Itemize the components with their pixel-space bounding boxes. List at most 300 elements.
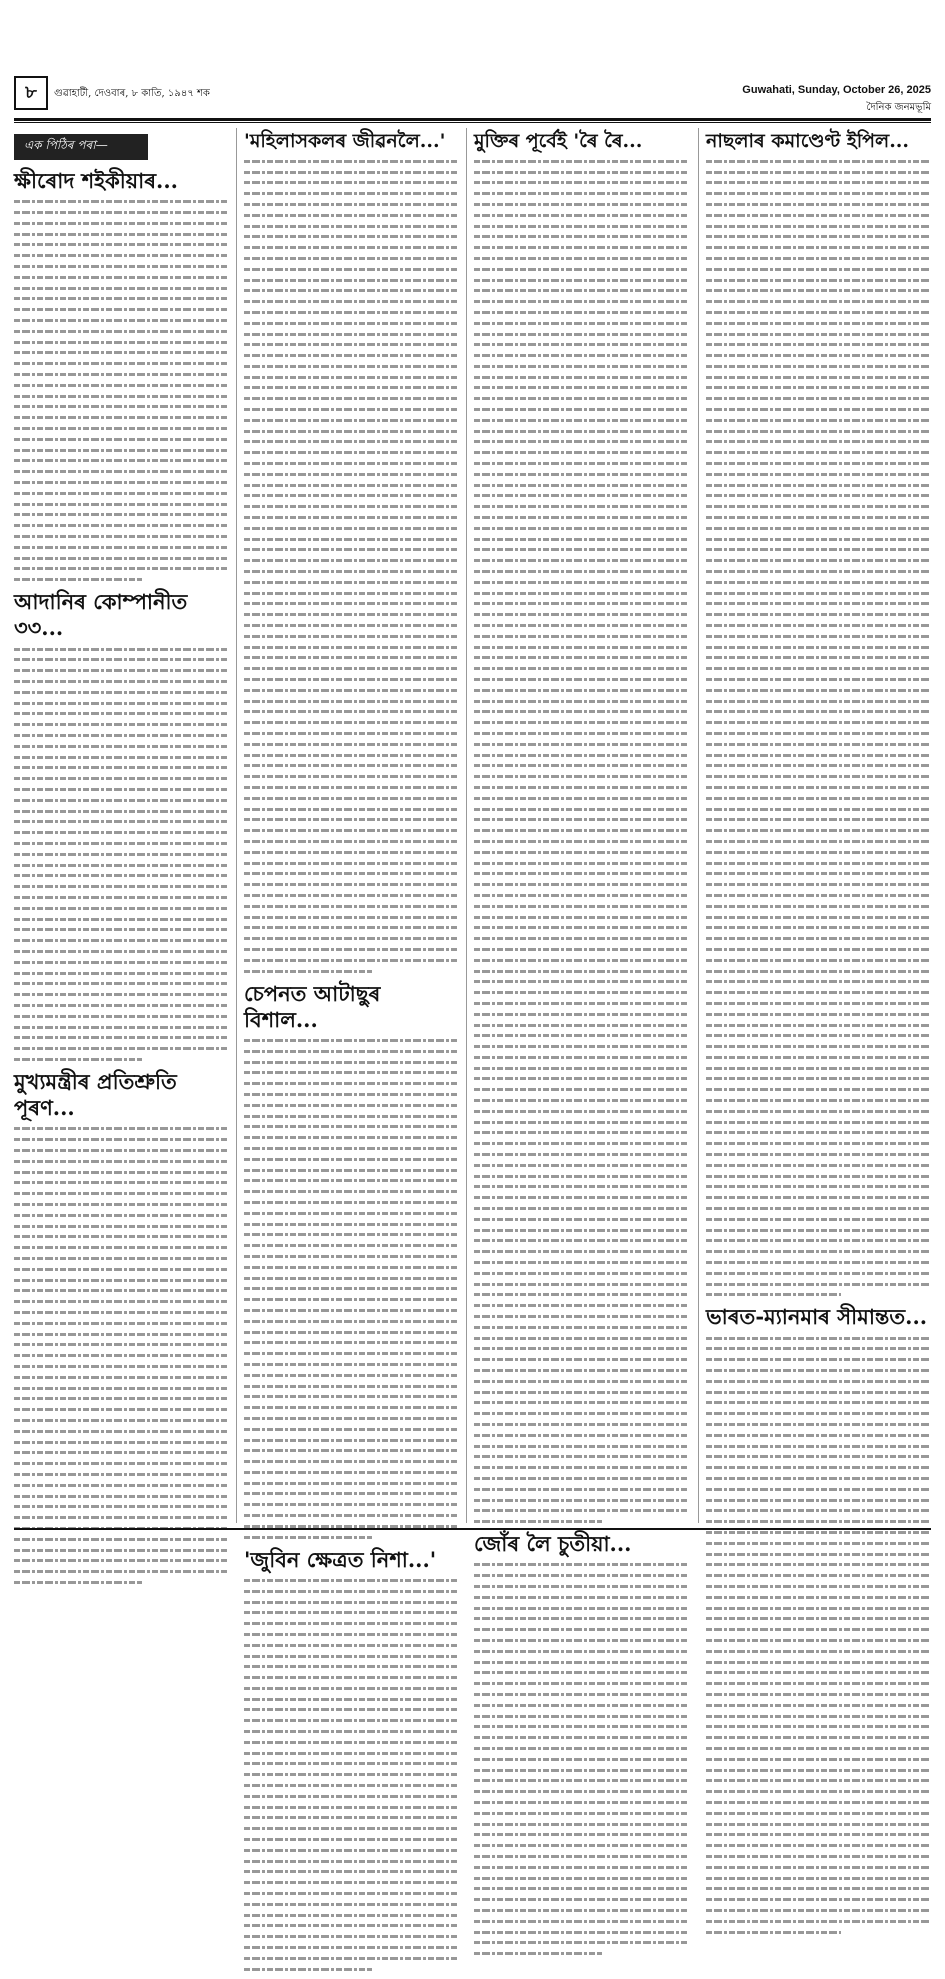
text-line <box>474 710 688 713</box>
story-headline[interactable]: ক্ষীৰোদ শইকীয়াৰ... <box>14 168 178 193</box>
text-line <box>244 1816 458 1819</box>
text-line <box>706 959 931 962</box>
text-line <box>474 829 688 832</box>
text-line <box>706 797 931 800</box>
story-headline[interactable]: চেপনত আটাছুৰ বিশাল... <box>244 980 381 1032</box>
text-line <box>474 1855 688 1858</box>
text-line <box>14 1473 228 1476</box>
text-line <box>474 1391 688 1394</box>
text-line <box>14 513 228 516</box>
text-line <box>706 1833 931 1836</box>
text-line <box>244 279 458 282</box>
text-line <box>244 732 458 735</box>
text-line <box>706 829 931 832</box>
text-line <box>244 1655 458 1658</box>
text-line <box>244 1082 458 1085</box>
text-line <box>244 1806 458 1809</box>
text-line <box>244 1795 458 1798</box>
text-line <box>474 538 688 541</box>
text-line <box>244 1374 458 1377</box>
text-line <box>706 214 931 217</box>
text-line <box>474 1175 688 1178</box>
text-line <box>14 373 228 376</box>
story-headline[interactable]: ভাৰত-ম্যানমাৰ সীমান্তত... <box>706 1304 928 1330</box>
text-line <box>244 1255 458 1258</box>
text-line <box>244 419 458 422</box>
text-line <box>706 225 931 228</box>
text-line <box>244 333 458 336</box>
text-line <box>706 268 931 271</box>
story-headline[interactable]: জোঁৰ লৈ চুতীয়া... <box>474 1531 632 1557</box>
text-line <box>474 1898 688 1901</box>
text-line <box>244 937 458 940</box>
text-line <box>14 1397 228 1400</box>
text-line <box>474 646 688 649</box>
text-line <box>706 1142 931 1145</box>
text-line <box>474 1056 688 1059</box>
text-line <box>474 527 688 530</box>
text-line <box>474 1142 688 1145</box>
text-line <box>244 1914 458 1917</box>
text-line <box>244 1730 458 1733</box>
text-line <box>474 494 688 497</box>
text-line <box>474 592 688 595</box>
text-line <box>474 548 688 551</box>
text-line <box>14 1354 228 1357</box>
text-line <box>14 1495 228 1498</box>
text-line <box>706 365 931 368</box>
text-line <box>706 592 931 595</box>
text-line <box>244 1341 458 1344</box>
text-line <box>14 853 228 856</box>
text-line <box>474 386 688 389</box>
text-line <box>474 754 688 757</box>
story-headline[interactable]: 'জুবিন ক্ষেত্ৰত নিশা...' <box>244 1546 437 1572</box>
text-line <box>706 1175 931 1178</box>
text-line <box>706 1434 931 1437</box>
text-line <box>474 1509 688 1512</box>
text-line <box>244 635 458 638</box>
text-line <box>706 1596 931 1599</box>
text-line <box>474 559 688 562</box>
text-line <box>244 214 458 217</box>
text-line <box>244 1968 372 1971</box>
text-line <box>474 516 688 519</box>
text-line <box>706 559 931 562</box>
text-line <box>706 613 931 616</box>
text-line <box>706 1088 931 1091</box>
text-line <box>244 1190 458 1193</box>
text-line <box>244 764 458 767</box>
text-line <box>14 524 228 527</box>
text-line <box>244 829 458 832</box>
text-line <box>706 1293 841 1296</box>
text-line <box>706 1218 931 1221</box>
text-line <box>244 1536 372 1539</box>
text-line <box>474 419 688 422</box>
text-line <box>474 1002 688 1005</box>
story-headline[interactable]: মুক্তিৰ পূৰ্বেই 'ৰৈ ৰৈ... <box>474 130 643 152</box>
story-headline[interactable]: নাছলাৰ কমাণ্ডেণ্ট ইপিল... <box>706 130 910 152</box>
text-line <box>244 1071 458 1074</box>
text-line <box>474 1024 688 1027</box>
text-line <box>14 1171 228 1174</box>
text-line <box>244 775 458 778</box>
text-line <box>244 430 458 433</box>
text-line <box>474 1261 688 1264</box>
text-line <box>14 308 228 311</box>
text-line <box>14 1289 228 1292</box>
text-line <box>706 516 931 519</box>
text-line <box>244 894 458 897</box>
text-line <box>244 916 458 919</box>
text-line <box>14 557 228 560</box>
text-line <box>244 1158 458 1161</box>
text-line <box>706 1553 931 1556</box>
text-line <box>706 872 931 875</box>
text-line <box>474 1779 688 1782</box>
text-line <box>474 1650 688 1653</box>
text-line <box>706 484 931 487</box>
text-line <box>706 808 931 811</box>
text-line <box>14 1300 228 1303</box>
text-line <box>14 287 228 290</box>
text-line <box>244 1395 458 1398</box>
text-line <box>706 462 931 465</box>
text-line <box>474 1131 688 1134</box>
text-line <box>706 883 931 886</box>
text-line <box>474 1941 688 1944</box>
story-body <box>474 1563 688 1955</box>
text-line <box>14 1333 228 1336</box>
text-line <box>14 658 228 661</box>
text-line <box>474 246 688 249</box>
text-line <box>14 961 228 964</box>
text-line <box>244 484 458 487</box>
text-line <box>706 1823 931 1826</box>
text-line <box>244 1277 458 1280</box>
text-line <box>14 535 228 538</box>
text-line <box>474 1639 688 1642</box>
text-line <box>14 1257 228 1260</box>
text-line <box>244 343 458 346</box>
text-line <box>474 1067 688 1070</box>
text-line <box>14 1441 228 1444</box>
text-line <box>244 851 458 854</box>
text-line <box>706 322 931 325</box>
text-line <box>474 1358 688 1361</box>
text-line <box>474 1045 688 1048</box>
text-line <box>244 1849 458 1852</box>
text-line <box>14 438 228 441</box>
text-line <box>706 1715 931 1718</box>
text-line <box>474 1866 688 1869</box>
text-line <box>474 721 688 724</box>
text-line <box>14 351 228 354</box>
text-line <box>244 1212 458 1215</box>
text-line <box>474 1077 688 1080</box>
text-line <box>244 1676 458 1679</box>
text-line <box>244 667 458 670</box>
text-line <box>244 1428 458 1431</box>
text-line <box>244 548 458 551</box>
text-line <box>706 1045 931 1048</box>
text-line <box>474 916 688 919</box>
text-line <box>14 1004 228 1007</box>
text-line <box>14 546 228 549</box>
text-line <box>14 1322 228 1325</box>
text-line <box>14 233 228 236</box>
text-line <box>706 333 931 336</box>
text-line <box>706 570 931 573</box>
text-line <box>244 1665 458 1668</box>
text-line <box>706 1013 931 1016</box>
text-line <box>474 1110 688 1113</box>
text-line <box>706 311 931 314</box>
text-line <box>474 1293 688 1296</box>
text-line <box>474 1196 688 1199</box>
text-line <box>474 203 688 206</box>
text-line <box>706 754 931 757</box>
story-headline[interactable]: 'মহিলাসকলৰ জীৱনলৈ...' <box>244 130 446 152</box>
text-line <box>14 276 228 279</box>
text-line <box>706 1358 931 1361</box>
text-line <box>14 362 228 365</box>
text-line <box>474 689 688 692</box>
text-line <box>244 1050 458 1053</box>
text-line <box>474 1617 688 1620</box>
text-line <box>474 1671 688 1674</box>
text-line <box>244 1482 458 1485</box>
text-line <box>244 1514 458 1517</box>
text-line <box>474 1563 688 1566</box>
header-rule <box>14 118 931 121</box>
text-line <box>474 311 688 314</box>
text-line <box>706 1617 931 1620</box>
text-line <box>244 721 458 724</box>
text-line <box>244 1708 458 1711</box>
text-line <box>244 451 458 454</box>
column-3 <box>474 128 688 1963</box>
text-line <box>474 1239 688 1242</box>
text-line <box>706 538 931 541</box>
text-line <box>14 820 228 823</box>
text-line <box>14 1203 228 1206</box>
text-line <box>474 1823 688 1826</box>
text-line <box>244 1903 458 1906</box>
text-line <box>706 1499 931 1502</box>
text-line <box>244 862 458 865</box>
text-line <box>244 786 458 789</box>
column-2 <box>244 128 458 1979</box>
text-line <box>14 222 228 225</box>
text-line <box>474 1088 688 1091</box>
text-line <box>706 602 931 605</box>
text-line <box>14 756 228 759</box>
text-line <box>474 959 688 962</box>
text-line <box>244 840 458 843</box>
text-line <box>706 430 931 433</box>
column-4 <box>706 128 931 1942</box>
text-line <box>706 1844 931 1847</box>
text-line <box>706 1671 931 1674</box>
text-line <box>706 1693 931 1696</box>
text-line <box>244 473 458 476</box>
text-line <box>706 1520 931 1523</box>
text-line <box>244 1233 458 1236</box>
text-line <box>706 1725 931 1728</box>
text-line <box>14 1015 228 1018</box>
text-line <box>474 279 688 282</box>
text-line <box>14 680 228 683</box>
text-line <box>244 386 458 389</box>
text-line <box>706 1855 931 1858</box>
text-line <box>244 1892 458 1895</box>
text-line <box>706 991 931 994</box>
text-line <box>474 667 688 670</box>
text-line <box>706 1391 931 1394</box>
text-line <box>706 1455 931 1458</box>
text-line <box>14 567 228 570</box>
text-line <box>474 1337 688 1340</box>
text-line <box>14 788 228 791</box>
text-line <box>474 1315 688 1318</box>
text-line <box>14 864 228 867</box>
text-line <box>474 1769 688 1772</box>
text-line <box>244 1957 458 1960</box>
text-line <box>244 570 458 573</box>
text-line <box>244 1266 458 1269</box>
text-line <box>706 1445 931 1448</box>
text-line <box>474 1401 688 1404</box>
text-line <box>14 712 228 715</box>
text-line <box>474 1909 688 1912</box>
text-line <box>474 808 688 811</box>
text-line <box>14 1484 228 1487</box>
text-line <box>474 1013 688 1016</box>
text-line <box>706 1779 931 1782</box>
text-line <box>706 1131 931 1134</box>
text-line <box>14 1505 228 1508</box>
text-line <box>706 1110 931 1113</box>
text-line <box>706 1585 931 1588</box>
text-line <box>706 1909 931 1912</box>
text-line <box>474 1790 688 1793</box>
text-line <box>14 1581 142 1584</box>
text-line <box>706 1607 931 1610</box>
text-line <box>244 1752 458 1755</box>
text-line <box>706 1369 931 1372</box>
text-line <box>706 948 931 951</box>
story-headline[interactable]: মুখ্যমন্ত্ৰীৰ প্ৰতিশ্ৰুতি পূৰণ... <box>14 1068 177 1121</box>
text-line <box>244 1287 458 1290</box>
text-line <box>14 1462 228 1465</box>
text-line <box>14 265 228 268</box>
text-line <box>14 1235 228 1238</box>
text-line <box>244 1093 458 1096</box>
text-line <box>474 980 688 983</box>
text-line <box>14 416 228 419</box>
text-line <box>474 1931 688 1934</box>
text-line <box>474 797 688 800</box>
text-line <box>14 885 228 888</box>
text-line <box>244 678 458 681</box>
text-line <box>244 1385 458 1388</box>
text-line <box>14 1419 228 1422</box>
text-line <box>706 1898 931 1901</box>
text-line <box>474 192 688 195</box>
text-line <box>14 918 228 921</box>
text-line <box>474 1607 688 1610</box>
text-line <box>706 1758 931 1761</box>
text-line <box>474 1121 688 1124</box>
text-line <box>474 1034 688 1037</box>
text-line <box>706 1099 931 1102</box>
text-line <box>706 1477 931 1480</box>
text-line <box>14 939 228 942</box>
text-line <box>14 427 228 430</box>
text-line <box>474 872 688 875</box>
text-line <box>14 1430 228 1433</box>
text-line <box>14 1343 228 1346</box>
text-line <box>474 1520 602 1523</box>
text-line <box>474 1952 602 1955</box>
text-line <box>706 1034 931 1037</box>
text-line <box>14 691 228 694</box>
text-line <box>706 1877 931 1880</box>
text-line <box>474 484 688 487</box>
text-line <box>706 1801 931 1804</box>
text-line <box>706 1229 931 1232</box>
text-line <box>14 297 228 300</box>
text-line <box>474 397 688 400</box>
text-line <box>474 1207 688 1210</box>
text-line <box>706 505 931 508</box>
text-line <box>706 840 931 843</box>
text-line <box>244 1201 458 1204</box>
column-divider <box>236 128 237 1523</box>
text-line <box>14 831 228 834</box>
text-line <box>14 1311 228 1314</box>
text-line <box>244 1244 458 1247</box>
text-line <box>706 451 931 454</box>
text-line <box>474 1326 688 1329</box>
text-line <box>244 268 458 271</box>
text-line <box>474 1477 688 1480</box>
text-line <box>706 1121 931 1124</box>
text-line <box>706 1812 931 1815</box>
text-line <box>706 1423 931 1426</box>
text-line <box>706 862 931 865</box>
story-headline[interactable]: আদানিৰ কোম্পানীত ৩৩... <box>14 589 188 641</box>
text-line <box>14 1192 228 1195</box>
text-line <box>14 492 228 495</box>
text-line <box>706 700 931 703</box>
text-line <box>244 1061 458 1064</box>
text-line <box>244 970 372 973</box>
text-line <box>474 440 688 443</box>
text-line <box>474 926 688 929</box>
text-line <box>474 1628 688 1631</box>
text-line <box>474 300 688 303</box>
text-line <box>706 279 931 282</box>
text-line <box>474 1661 688 1664</box>
text-line <box>706 1542 931 1545</box>
text-line <box>14 503 228 506</box>
text-line <box>474 451 688 454</box>
text-line <box>474 1455 688 1458</box>
text-line <box>706 1790 931 1793</box>
